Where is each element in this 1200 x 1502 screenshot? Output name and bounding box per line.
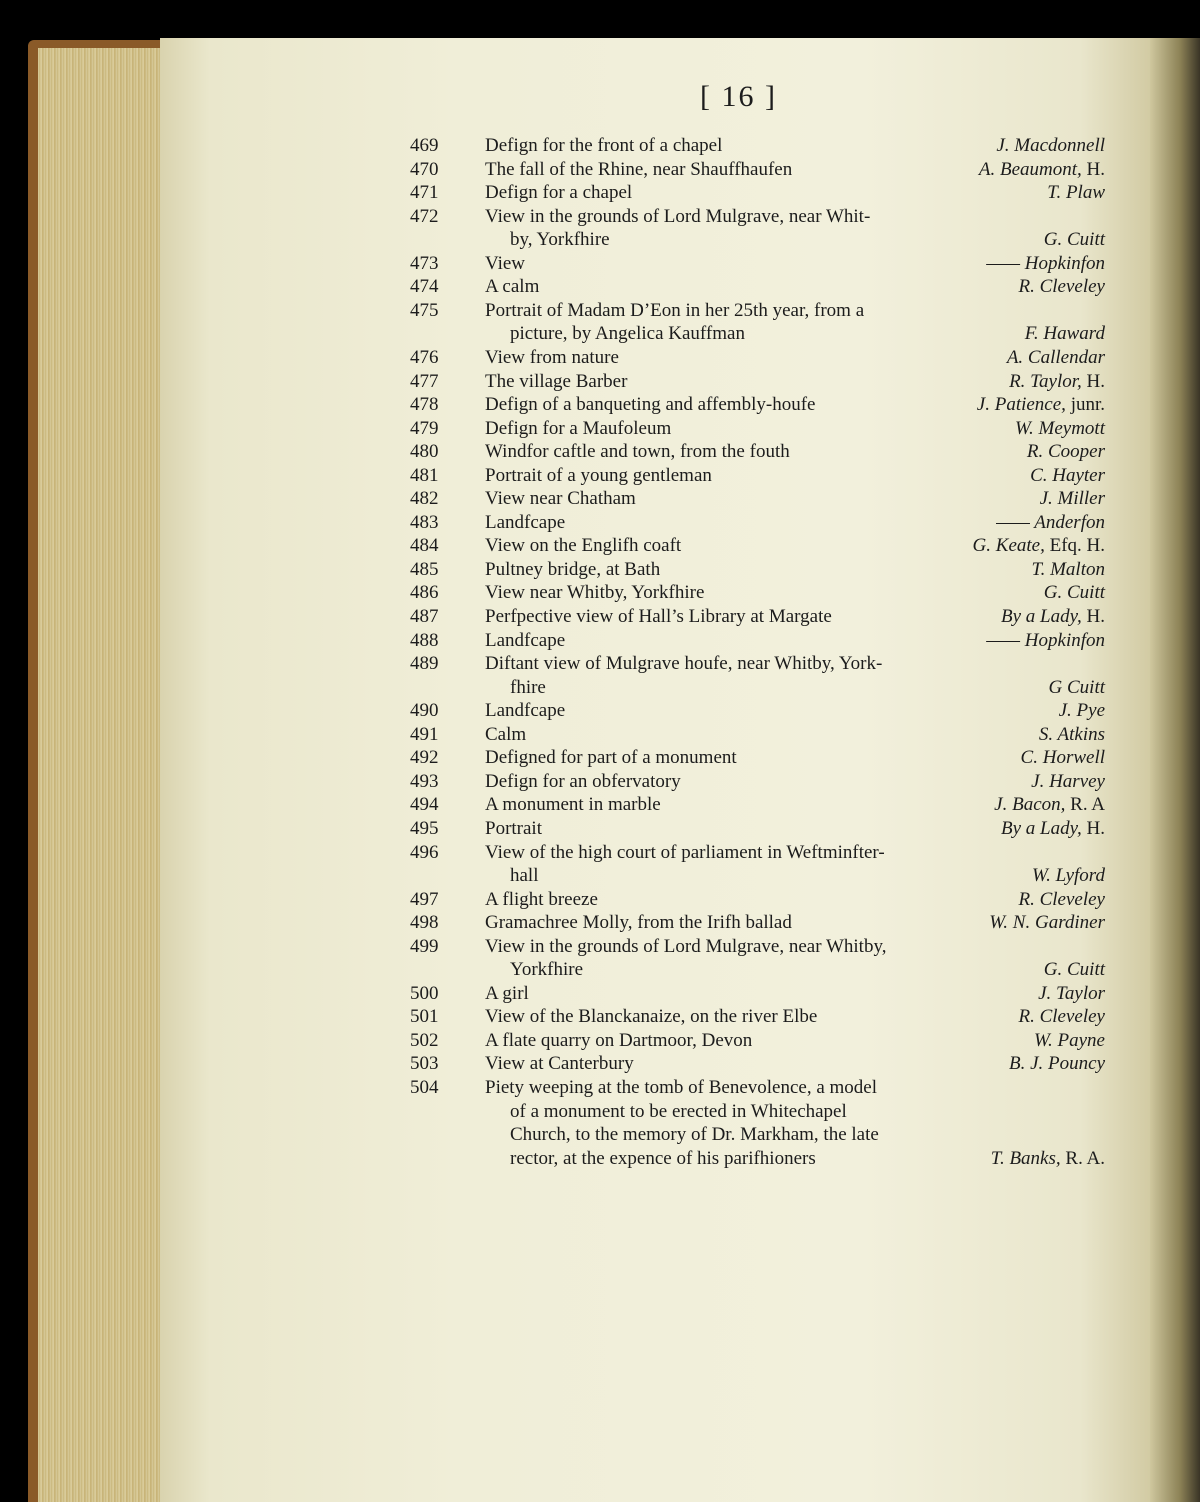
entry-number: 499: [410, 935, 439, 957]
entry-artist: [1039, 724, 1105, 746]
entry-line: [0, 889, 1200, 913]
artist-name: J. Miller: [1039, 488, 1105, 510]
artist-name: By a Lady,: [1001, 817, 1082, 839]
artist-name: R. Cooper: [1026, 441, 1105, 463]
entry-line: [0, 488, 1200, 512]
entry-number: 480: [410, 441, 439, 463]
artist-name: B. J. Pouncy: [1008, 1053, 1105, 1075]
entry-line: [0, 182, 1200, 206]
entry-title: A monument in marble: [485, 794, 661, 816]
artist-name: G. Cuitt: [1043, 229, 1105, 251]
artist-name: —— Hopkinfon: [986, 629, 1105, 651]
entry-number: 477: [410, 370, 439, 392]
entry-line: [0, 418, 1200, 442]
entry-number: 476: [410, 346, 439, 368]
entry-number: 470: [410, 158, 439, 180]
entry-artist: [1031, 559, 1105, 581]
entry-title: View of the Blanckanaize, on the river Elbe: [485, 1006, 818, 1028]
entry-artist: [977, 394, 1105, 416]
entry-number: 501: [410, 1006, 439, 1028]
entry-number: 483: [410, 511, 439, 533]
artist-name: C. Horwell: [1020, 747, 1105, 769]
entry-title: A flight breeze: [485, 888, 598, 910]
entry-line: [0, 559, 1200, 583]
entry-number: 489: [410, 653, 439, 675]
entry-line: [0, 724, 1200, 748]
entry-title: View on the Englifh coaft: [485, 535, 682, 557]
entry-line: [0, 135, 1200, 159]
entry-artist: [1032, 865, 1105, 887]
entry-line: [0, 394, 1200, 418]
entry-artist: [1049, 677, 1105, 699]
entry-line: [0, 371, 1200, 395]
entry-line: [0, 818, 1200, 842]
artist-name: —— Hopkinfon: [986, 252, 1105, 274]
artist-name: C. Hayter: [1030, 464, 1105, 486]
entry-title: fhire: [510, 676, 546, 698]
artist-name: R. Cleveley: [1018, 888, 1105, 910]
entry-title: Perfpective view of Hall’s Library at Margate: [485, 606, 832, 627]
entry-line: [0, 159, 1200, 183]
entry-line: [0, 1124, 1200, 1148]
entry-title: Church, to the memory of Dr. Markham, the late: [510, 1124, 879, 1146]
entry-title: View near Whitby, Yorkfhire: [485, 582, 705, 604]
entry-title: View near Chatham: [485, 488, 636, 510]
entry-title: A calm: [485, 276, 540, 298]
artist-name: G. Keate,: [972, 535, 1045, 557]
entry-line: [0, 936, 1200, 960]
artist-suffix: H.: [1081, 158, 1105, 180]
entry-artist: [994, 794, 1105, 816]
entry-title: Gramachree Molly, from the Irifh ballad: [485, 912, 792, 934]
entry-artist: [1025, 323, 1105, 345]
entry-title: View at Canterbury: [485, 1053, 634, 1075]
entry-title: Defign for the front of a chapel: [485, 135, 723, 156]
entry-artist: [1009, 371, 1105, 393]
entry-artist: [1018, 889, 1105, 911]
entry-number: 488: [410, 629, 439, 651]
artist-suffix: Efq. H.: [1044, 535, 1105, 557]
entry-title: View in the grounds of Lord Mulgrave, near Whitby,: [485, 935, 887, 957]
entry-title: Yorkfhire: [510, 959, 584, 981]
artist-name: A. Callendar: [1006, 346, 1105, 368]
entry-line: [0, 1030, 1200, 1054]
entry-line: [0, 229, 1200, 253]
entry-artist: [1031, 771, 1105, 793]
entry-title: The fall of the Rhine, near Shauffhaufen: [485, 158, 793, 180]
entry-line: [0, 771, 1200, 795]
entry-number: 484: [410, 535, 439, 557]
entry-number: 500: [410, 982, 439, 1004]
artist-name: W. N. Gardiner: [989, 912, 1105, 934]
entry-artist: [979, 159, 1105, 181]
entry-line: [0, 1077, 1200, 1101]
entry-line: [0, 959, 1200, 983]
entry-number: 469: [410, 135, 439, 156]
entry-title: Diftant view of Mulgrave houfe, near Whitby, York-: [485, 653, 883, 675]
entry-title: of a monument to be erected in Whitechapel: [510, 1100, 847, 1122]
entry-artist: [1044, 229, 1105, 251]
entry-line: [0, 323, 1200, 347]
entry-title: Defign for a Maufoleum: [485, 417, 672, 439]
entry-line: [0, 1053, 1200, 1077]
entry-number: 495: [410, 817, 439, 839]
entry-number: 492: [410, 747, 439, 769]
entry-number: 493: [410, 770, 439, 792]
entry-artist: [996, 512, 1105, 534]
entry-artist: [1044, 582, 1105, 604]
artist-suffix: R. A: [1065, 794, 1105, 816]
entry-title: Defign for a chapel: [485, 182, 633, 204]
entry-line: [0, 842, 1200, 866]
entry-number: 486: [410, 582, 439, 604]
artist-suffix: H.: [1081, 606, 1105, 627]
artist-name: J. Patience,: [976, 394, 1066, 416]
entry-artist: [1047, 182, 1105, 204]
artist-name: W. Payne: [1033, 1029, 1105, 1051]
entry-line: [0, 983, 1200, 1007]
entry-number: 502: [410, 1029, 439, 1051]
entry-title: Landfcape: [485, 511, 566, 533]
entry-artist: [1044, 959, 1105, 981]
entry-line: [0, 512, 1200, 536]
entry-number: 472: [410, 205, 439, 227]
entry-title: Defign for an obfervatory: [485, 770, 681, 792]
artist-suffix: H.: [1081, 370, 1105, 392]
entry-artist: [986, 630, 1105, 652]
entry-line: [0, 465, 1200, 489]
artist-name: G Cuitt: [1048, 676, 1105, 698]
artist-name: J. Taylor: [1038, 982, 1105, 1004]
entry-line: [0, 535, 1200, 559]
entry-number: 490: [410, 700, 439, 722]
artist-name: R. Cleveley: [1018, 1006, 1105, 1028]
artist-name: J. Harvey: [1031, 770, 1105, 792]
artist-name: S. Atkins: [1038, 723, 1105, 745]
entry-number: 471: [410, 182, 439, 204]
entry-number: 482: [410, 488, 439, 510]
entry-artist: [1018, 1006, 1105, 1028]
entry-line: [0, 276, 1200, 300]
entry-line: [0, 582, 1200, 606]
entry-line: [0, 700, 1200, 724]
entry-number: 491: [410, 723, 439, 745]
entry-artist: [1009, 1053, 1105, 1075]
artist-name: T. Banks,: [990, 1147, 1061, 1169]
entry-title: View from nature: [485, 346, 619, 368]
entry-number: 498: [410, 912, 439, 934]
entry-title: Portrait: [485, 817, 542, 839]
entry-number: 504: [410, 1077, 439, 1098]
entry-title: View of the high court of parliament in Weftminfter-: [485, 841, 885, 863]
entry-artist: [986, 253, 1105, 275]
entry-artist: [1027, 441, 1105, 463]
entry-title: Landfcape: [485, 700, 566, 722]
entry-line: [0, 206, 1200, 230]
entry-number: 473: [410, 252, 439, 274]
entry-artist: [973, 535, 1105, 557]
artist-suffix: H.: [1081, 817, 1105, 839]
artist-name: G. Cuitt: [1043, 582, 1105, 604]
entry-title: Portrait of Madam D’Eon in her 25th year, from a: [485, 299, 865, 321]
entry-artist: [1018, 276, 1105, 298]
entry-title: picture, by Angelica Kauffman: [510, 323, 745, 345]
entry-line: [0, 253, 1200, 277]
entry-line: [0, 606, 1200, 630]
entry-line: [0, 1148, 1200, 1172]
artist-name: R. Taylor,: [1009, 370, 1082, 392]
entry-artist: [1001, 606, 1105, 628]
entry-line: [0, 677, 1200, 701]
entry-title: Defign of a banqueting and affembly-houfe: [485, 394, 816, 416]
entry-number: 497: [410, 888, 439, 910]
entry-line: [0, 1006, 1200, 1030]
entry-artist: [1034, 1030, 1105, 1052]
entry-title: Portrait of a young gentleman: [485, 464, 712, 486]
entry-artist: [1038, 983, 1105, 1005]
artist-name: By a Lady,: [1001, 606, 1082, 627]
entry-artist: [1021, 747, 1105, 769]
entry-number: 494: [410, 794, 439, 816]
entry-line: [0, 347, 1200, 371]
artist-suffix: junr.: [1065, 394, 1105, 416]
artist-suffix: R. A.: [1060, 1147, 1105, 1169]
entry-artist: [989, 912, 1105, 934]
entry-number: 485: [410, 558, 439, 580]
artist-name: A. Beaumont,: [978, 158, 1082, 180]
entry-title: A girl: [485, 982, 529, 1004]
entry-artist: [1007, 347, 1105, 369]
entry-artist: [991, 1148, 1105, 1170]
entry-line: [0, 912, 1200, 936]
entry-title: by, Yorkfhire: [510, 229, 610, 251]
artist-name: J. Pye: [1058, 700, 1105, 722]
entry-number: 479: [410, 417, 439, 439]
entry-number: 487: [410, 606, 439, 627]
artist-name: T. Malton: [1031, 558, 1105, 580]
artist-name: T. Plaw: [1047, 182, 1105, 204]
entry-title: Piety weeping at the tomb of Benevolence, a model: [485, 1077, 878, 1098]
entry-line: [0, 441, 1200, 465]
page-number: [ 16 ]: [700, 80, 777, 113]
entry-line: [0, 865, 1200, 889]
entry-title: Windfor caftle and town, from the fouth: [485, 441, 790, 463]
entry-line: [0, 1101, 1200, 1125]
entry-number: 474: [410, 276, 439, 298]
entry-number: 475: [410, 299, 439, 321]
artist-name: J. Bacon,: [994, 794, 1066, 816]
artist-name: R. Cleveley: [1018, 276, 1105, 298]
entry-number: 481: [410, 464, 439, 486]
entry-title: Calm: [485, 723, 527, 745]
entry-number: 478: [410, 394, 439, 416]
entry-artist: [1059, 700, 1105, 722]
artist-name: J. Macdonnell: [996, 135, 1105, 156]
entry-artist: [1001, 818, 1105, 840]
artist-name: F. Haward: [1024, 323, 1105, 345]
entry-line: [0, 300, 1200, 324]
entry-title: Defigned for part of a monument: [485, 747, 737, 769]
entry-line: [0, 747, 1200, 771]
entry-artist: [1030, 465, 1105, 487]
entry-title: View in the grounds of Lord Mulgrave, near Whit-: [485, 205, 871, 227]
artist-name: W. Lyford: [1032, 865, 1105, 887]
artist-name: G. Cuitt: [1043, 959, 1105, 981]
artist-name: —— Anderfon: [996, 511, 1105, 533]
entry-number: 503: [410, 1053, 439, 1075]
entry-artist: [1040, 488, 1105, 510]
entry-title: hall: [510, 865, 539, 887]
entry-line: [0, 653, 1200, 677]
entry-title: Pultney bridge, at Bath: [485, 558, 661, 580]
entry-title: The village Barber: [485, 370, 628, 392]
entry-title: A flate quarry on Dartmoor, Devon: [485, 1029, 753, 1051]
entry-number: 496: [410, 841, 439, 863]
entry-line: [0, 630, 1200, 654]
artist-name: W. Meymott: [1014, 417, 1105, 439]
entry-title: rector, at the expence of his parifhioners: [510, 1147, 816, 1169]
entry-artist: [1015, 418, 1105, 440]
entry-artist: [996, 135, 1105, 157]
entry-line: [0, 794, 1200, 818]
entry-title: View: [485, 252, 526, 274]
entry-title: Landfcape: [485, 629, 566, 651]
